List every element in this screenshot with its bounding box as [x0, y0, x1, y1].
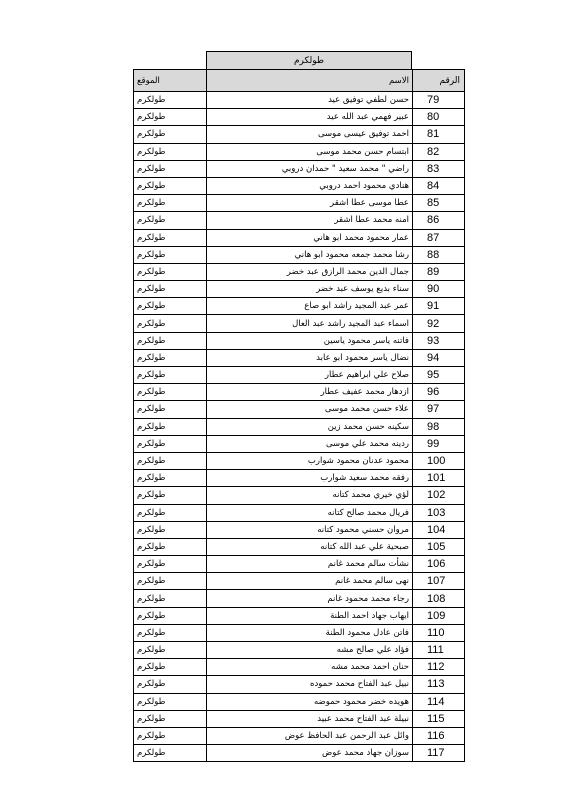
row-location: طولكرم [134, 177, 207, 194]
row-name: اسماء عبد المجيد راشد عبد العال [207, 315, 413, 332]
row-number: 89 [413, 263, 465, 280]
row-name: ايهاب جهاد احمد الطنة [207, 607, 413, 624]
table-row [134, 298, 465, 315]
table-row [134, 470, 465, 487]
row-name: نشأت سالم محمد غانم [207, 556, 413, 573]
table-row [134, 435, 465, 452]
row-location: طولكرم [134, 504, 207, 521]
row-number: 108 [413, 590, 465, 607]
table-row [134, 160, 465, 177]
table-row [134, 727, 465, 744]
table-row [134, 246, 465, 263]
table-row [134, 229, 465, 246]
row-name: رشا محمد جمعه محمود ابو هاني [207, 246, 413, 263]
row-name: ردينه محمد علي موسى [207, 435, 413, 452]
row-location: طولكرم [134, 384, 207, 401]
table-row [134, 126, 465, 143]
row-number: 95 [413, 367, 465, 384]
row-name: هنادي محمود احمد دروبي [207, 177, 413, 194]
row-location: طولكرم [134, 556, 207, 573]
row-number: 87 [413, 229, 465, 246]
header-name: الاسم [207, 70, 413, 92]
table-row [134, 332, 465, 349]
row-name: فاتنه ياسر محمود ياسين [207, 332, 413, 349]
table-row [134, 607, 465, 624]
row-location: طولكرم [134, 642, 207, 659]
row-number: 98 [413, 418, 465, 435]
row-location: طولكرم [134, 92, 207, 109]
row-location: طولكرم [134, 212, 207, 229]
table-row [134, 745, 465, 762]
row-name: هويده خضر محمود حموضه [207, 693, 413, 710]
table-row [134, 401, 465, 418]
row-number: 102 [413, 487, 465, 504]
row-name: نبيل عبد الفتاح محمد حموده [207, 676, 413, 693]
row-name: علاء حسن محمد موسى [207, 401, 413, 418]
row-number: 103 [413, 504, 465, 521]
row-location: طولكرم [134, 263, 207, 280]
table-row [134, 573, 465, 590]
row-name: حسن لطفي توفيق عيد [207, 92, 413, 109]
header-number: الرقم [413, 70, 465, 92]
row-number: 93 [413, 332, 465, 349]
row-location: طولكرم [134, 401, 207, 418]
row-name: سكينه حسن محمد زين [207, 418, 413, 435]
row-name: فريال محمد صالح كتانه [207, 504, 413, 521]
row-number: 114 [413, 693, 465, 710]
row-name: لؤي خيري محمد كتانه [207, 487, 413, 504]
row-number: 99 [413, 435, 465, 452]
row-name: عمر عبد المجيد راشد ابو صاع [207, 298, 413, 315]
table-title: طولكرم [206, 51, 412, 70]
table-row [134, 143, 465, 160]
row-name: وائل عبد الرحمن عبد الحافظ عوض [207, 727, 413, 744]
row-name: صلاح علي ابراهيم عطار [207, 367, 413, 384]
row-name: عبير فهمي عبد الله عيد [207, 109, 413, 126]
row-number: 84 [413, 177, 465, 194]
row-name: جمال الدين محمد الرازق عبد خضر [207, 263, 413, 280]
row-location: طولكرم [134, 195, 207, 212]
row-location: طولكرم [134, 332, 207, 349]
table-row [134, 624, 465, 641]
row-number: 79 [413, 92, 465, 109]
table-row [134, 504, 465, 521]
row-name: مروان حسني محمود كتانه [207, 521, 413, 538]
row-number: 88 [413, 246, 465, 263]
row-location: طولكرم [134, 521, 207, 538]
row-location: طولكرم [134, 727, 207, 744]
row-location: طولكرم [134, 693, 207, 710]
row-location: طولكرم [134, 710, 207, 727]
row-location: طولكرم [134, 624, 207, 641]
row-number: 92 [413, 315, 465, 332]
table-row [134, 642, 465, 659]
row-name: سوزان جهاد محمد عوض [207, 745, 413, 762]
row-number: 112 [413, 659, 465, 676]
row-number: 82 [413, 143, 465, 160]
names-table [133, 69, 465, 762]
row-number: 111 [413, 642, 465, 659]
row-name: محمود عدنان محمود شوارب [207, 452, 413, 469]
row-location: طولكرم [134, 745, 207, 762]
table-row [134, 487, 465, 504]
row-location: طولكرم [134, 229, 207, 246]
row-location: طولكرم [134, 676, 207, 693]
row-number: 117 [413, 745, 465, 762]
row-number: 91 [413, 298, 465, 315]
table-row [134, 538, 465, 555]
row-number: 81 [413, 126, 465, 143]
row-location: طولكرم [134, 452, 207, 469]
row-name: نبيلة عبد الفتاح محمد عبيد [207, 710, 413, 727]
row-name: ابتسام حسن محمد موسى [207, 143, 413, 160]
row-location: طولكرم [134, 143, 207, 160]
table-row [134, 315, 465, 332]
row-location: طولكرم [134, 349, 207, 366]
row-number: 83 [413, 160, 465, 177]
row-name: نضال ياسر محمود ابو عابد [207, 349, 413, 366]
row-name: حنان احمد محمد مشه [207, 659, 413, 676]
row-number: 80 [413, 109, 465, 126]
table-row [134, 349, 465, 366]
row-number: 100 [413, 452, 465, 469]
row-location: طولكرم [134, 367, 207, 384]
row-location: طولكرم [134, 246, 207, 263]
row-name: صبحية علي عبد الله كتانه [207, 538, 413, 555]
row-number: 105 [413, 538, 465, 555]
row-name: سناء بديع يوسف عبد خضر [207, 281, 413, 298]
row-name: عطا موسى عطا اشقر [207, 195, 413, 212]
row-number: 115 [413, 710, 465, 727]
table-row [134, 92, 465, 109]
row-name: فاتن عادل محمود الطنة [207, 624, 413, 641]
row-name: رفقه محمد سعيد شوارب [207, 470, 413, 487]
row-location: طولكرم [134, 126, 207, 143]
table-body [134, 92, 465, 762]
row-number: 116 [413, 727, 465, 744]
row-location: طولكرم [134, 160, 207, 177]
row-name: فؤاد علي صالح مشه [207, 642, 413, 659]
row-number: 94 [413, 349, 465, 366]
row-location: طولكرم [134, 573, 207, 590]
table-row [134, 418, 465, 435]
table-header-row [134, 70, 465, 92]
row-location: طولكرم [134, 281, 207, 298]
row-number: 107 [413, 573, 465, 590]
row-name: احمد توفيق عيسى موسى [207, 126, 413, 143]
row-name: ازدهار محمد عفيف عطار [207, 384, 413, 401]
row-number: 85 [413, 195, 465, 212]
row-location: طولكرم [134, 470, 207, 487]
table-row [134, 452, 465, 469]
table-row [134, 281, 465, 298]
row-number: 90 [413, 281, 465, 298]
row-name: نهى سالم محمد غانم [207, 573, 413, 590]
table-row [134, 177, 465, 194]
table-row [134, 367, 465, 384]
table-row [134, 556, 465, 573]
row-location: طولكرم [134, 418, 207, 435]
row-name: امنه محمد عطا اشقر [207, 212, 413, 229]
row-location: طولكرم [134, 109, 207, 126]
row-location: طولكرم [134, 590, 207, 607]
table-row [134, 195, 465, 212]
row-location: طولكرم [134, 538, 207, 555]
row-number: 97 [413, 401, 465, 418]
row-number: 110 [413, 624, 465, 641]
row-name: رجاء محمد محمود غانم [207, 590, 413, 607]
row-location: طولكرم [134, 607, 207, 624]
row-name: عمار محمود محمد ابو هاني [207, 229, 413, 246]
row-name: راضي " محمد سعيد " حمدان دروبي [207, 160, 413, 177]
row-number: 109 [413, 607, 465, 624]
table-row [134, 693, 465, 710]
row-location: طولكرم [134, 435, 207, 452]
row-number: 96 [413, 384, 465, 401]
table-row [134, 659, 465, 676]
row-number: 113 [413, 676, 465, 693]
row-number: 106 [413, 556, 465, 573]
row-location: طولكرم [134, 659, 207, 676]
row-location: طولكرم [134, 298, 207, 315]
row-location: طولكرم [134, 315, 207, 332]
table-row [134, 109, 465, 126]
table-row [134, 384, 465, 401]
table-row [134, 590, 465, 607]
table-row [134, 521, 465, 538]
header-location: الموقع [134, 70, 207, 92]
row-number: 104 [413, 521, 465, 538]
table-row [134, 710, 465, 727]
row-number: 101 [413, 470, 465, 487]
row-number: 86 [413, 212, 465, 229]
table-row [134, 263, 465, 280]
table-row [134, 676, 465, 693]
table-row [134, 212, 465, 229]
row-location: طولكرم [134, 487, 207, 504]
